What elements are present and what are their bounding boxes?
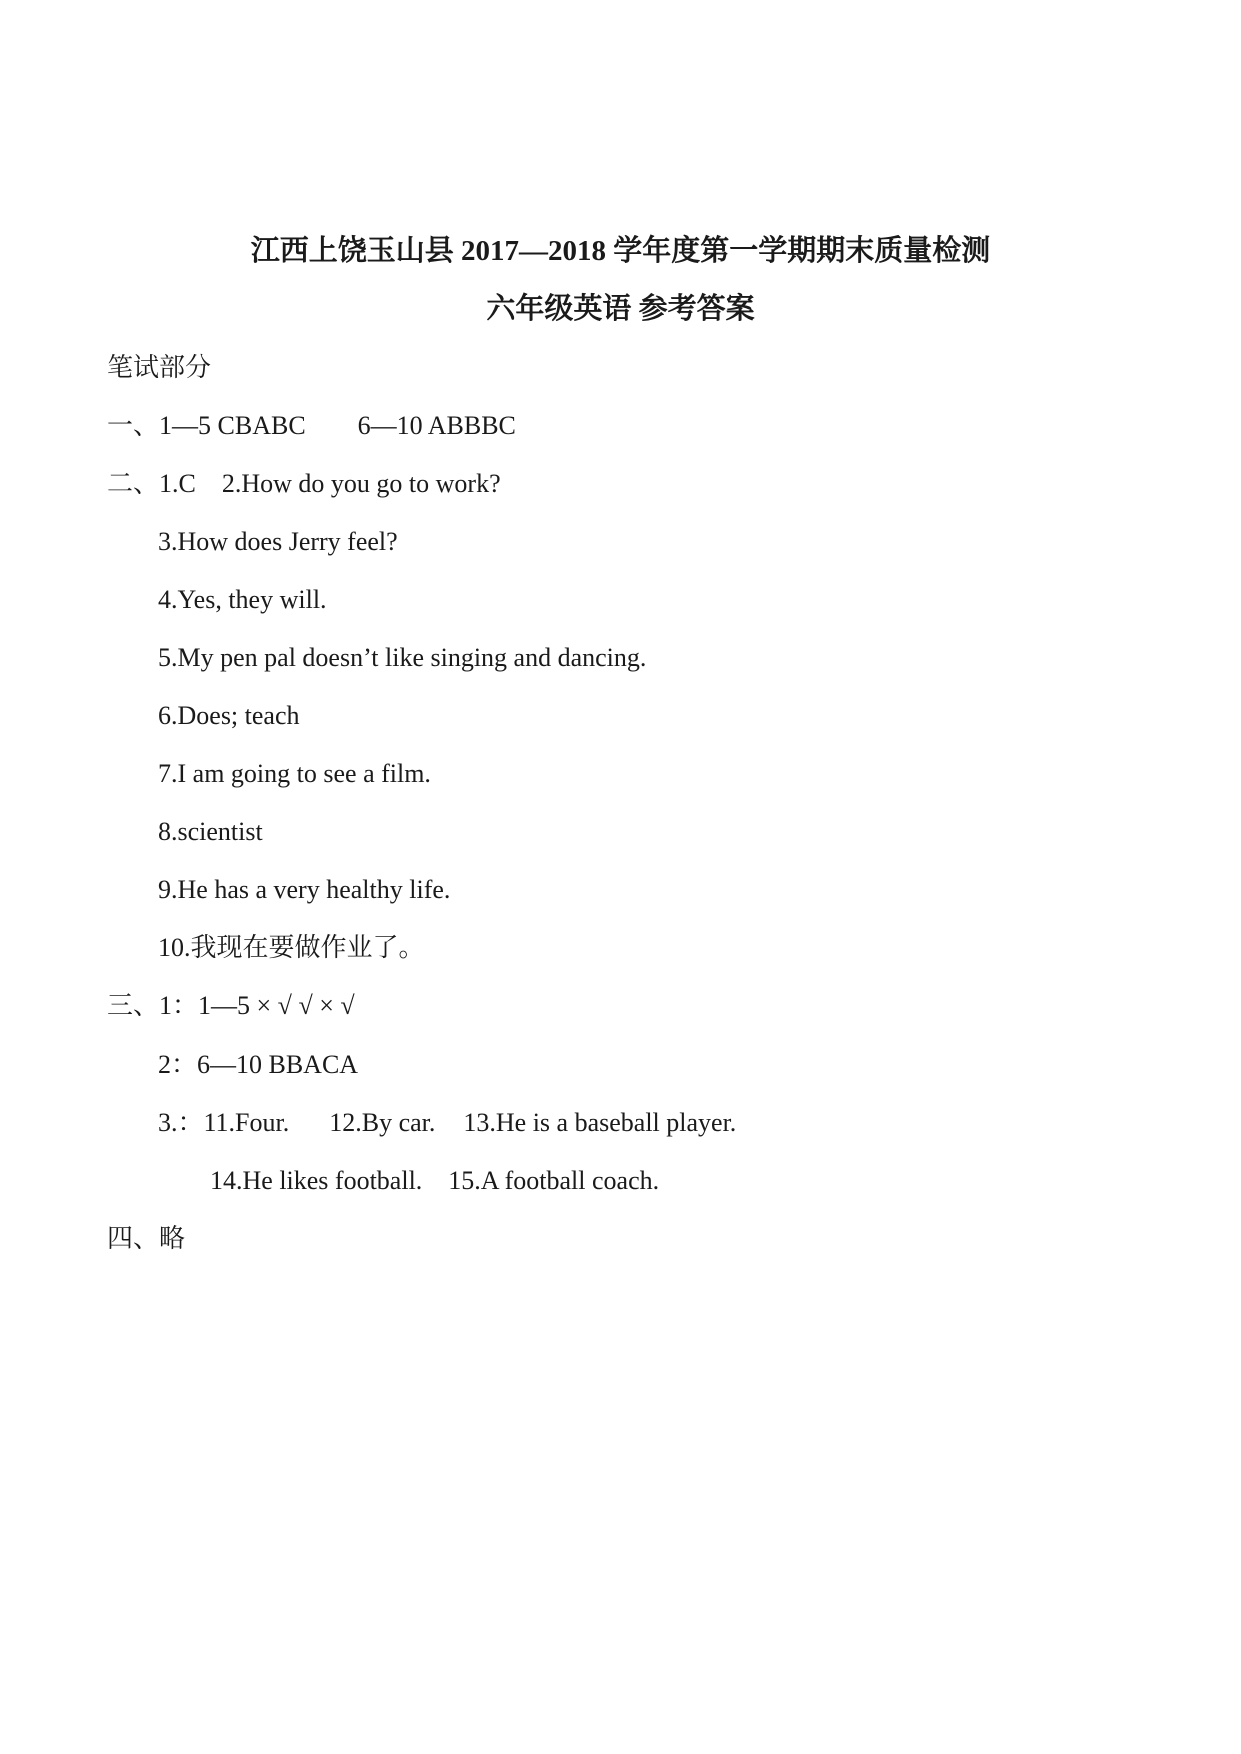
part3-answer-11: 11.Four.: [203, 1108, 290, 1137]
part3-result-3: [158, 1107, 736, 1139]
part2-answer-6: 6.Does; teach: [158, 701, 300, 730]
part2-answer-8: 8.scientist: [158, 817, 263, 846]
section-label: 笔试部分: [107, 353, 212, 382]
part3-answer-13: 13.He is a baseball player.: [463, 1108, 737, 1137]
part2-answer-9: 9.He has a very healthy life.: [158, 875, 451, 904]
part3-result-2: 2：6—10 BBACA: [158, 1050, 359, 1079]
part2-answer-2: 2.How do you go to work?: [221, 469, 501, 498]
part3-result-1: 1：1—5 × √ √ × √: [159, 991, 355, 1020]
part3-label: 三、: [107, 991, 160, 1020]
part2-answer-1: 1.C: [159, 469, 196, 498]
part4-line: [107, 1223, 185, 1255]
part2-answer-5: 5.My pen pal doesn’t like singing and dancing.: [158, 643, 647, 672]
part2-label: 二、: [107, 469, 160, 498]
part4-label: 四、: [107, 1224, 160, 1253]
part1-answers-a: 1—5 CBABC: [159, 411, 306, 440]
part1-answers: [107, 410, 516, 442]
part2-answer-7: 7.I am going to see a film.: [158, 759, 431, 788]
document-title: 江西上饶玉山县 2017—2018 学年度第一学期期末质量检测: [250, 235, 991, 267]
part3-first-line: [107, 990, 355, 1022]
document-subtitle: 六年级英语 参考答案: [486, 293, 755, 325]
part2-answer-4: 4.Yes, they will.: [158, 585, 327, 614]
part2-first-line: [107, 468, 501, 500]
part2-answer-10: 10.我现在要做作业了。: [158, 933, 425, 962]
part2-answer-3: 3.How does Jerry feel?: [158, 527, 398, 556]
part1-label: 一、: [107, 411, 160, 440]
part3-answer-14: 14.He likes football.: [210, 1166, 423, 1195]
part3-result-3-prefix: 3.：: [158, 1108, 204, 1137]
part3-answer-15: 15.A football coach.: [448, 1166, 660, 1195]
part1-answers-b: 6—10 ABBBC: [357, 411, 516, 440]
part3-answer-12: 12.By car.: [329, 1108, 436, 1137]
part4-text: 略: [159, 1224, 186, 1253]
part3-result-3-continued: [210, 1165, 659, 1197]
